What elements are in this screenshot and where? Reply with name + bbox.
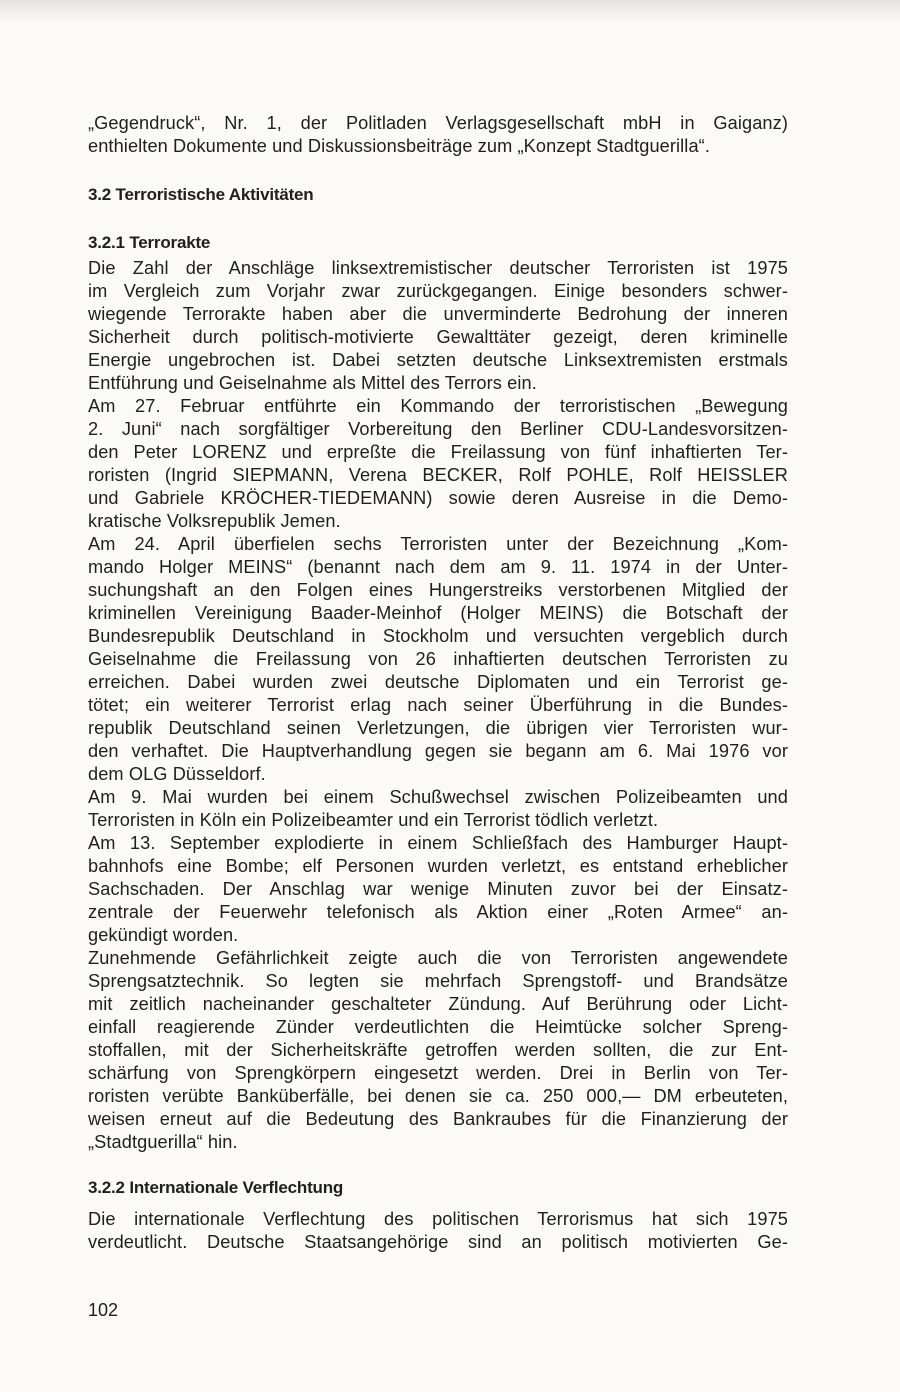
text-line: roristen (Ingrid SIEPMANN, Verena BECKER, Rolf POHLE, Rolf HEISSLER [88, 465, 788, 485]
text-line: mando Holger MEINS“ (benannt nach dem am 9. 11. 1974 in der Unter- [88, 557, 788, 577]
page-number: 102 [88, 1300, 119, 1320]
text-line: den Peter LORENZ und erpreßte die Freilassung von fünf inhaftierten Ter- [88, 442, 788, 462]
text-line: Zunehmende Gefährlichkeit zeigte auch die von Terroristen angewendete [88, 948, 788, 968]
terrorakte-body [88, 257, 788, 1154]
text-line: und Gabriele KRÖCHER-TIEDEMANN) sowie deren Ausreise in die Demo- [88, 488, 788, 508]
text-line: Am 13. September explodierte in einem Schließfach des Hamburger Haupt- [88, 833, 788, 853]
section-heading: 3.2 Terroristische Aktivitäten [88, 185, 314, 204]
text-line: stoffallen, mit der Sicherheitskräfte getroffen werden sollten, die zur Ent- [88, 1040, 788, 1060]
text-line: tötet; ein weiterer Terrorist erlag nach seiner Überführung in die Bundes- [88, 695, 788, 715]
verflechtung-body [88, 1208, 788, 1254]
text-line: im Vergleich zum Vorjahr zwar zurückgegangen. Einige besonders schwer- [88, 281, 788, 301]
text-line: Sprengsatztechnik. So legten sie mehrfach Sprengstoff- und Brandsätze [88, 971, 788, 991]
text-line: „Stadtguerilla“ hin. [88, 1132, 238, 1152]
text-line: Die Zahl der Anschläge linksextremistischer deutscher Terroristen ist 1975 [88, 258, 788, 278]
text-line: bahnhofs eine Bombe; elf Personen wurden verletzt, es entstand erheblicher [88, 856, 788, 876]
text-line: „Gegendruck“, Nr. 1, der Politladen Verlagsgesellschaft mbH in Gaiganz) [88, 113, 788, 133]
text-line: Bundesrepublik Deutschland in Stockholm und versuchten vergeblich durch [88, 626, 788, 646]
text-line: mit zeitlich nacheinander geschalteter Zündung. Auf Berührung oder Licht- [88, 994, 788, 1014]
scan-edge-shadow [0, 0, 900, 22]
subsection-heading: 3.2.1 Terrorakte [88, 233, 211, 252]
intro-paragraph [88, 112, 788, 158]
page-text [88, 112, 788, 1254]
text-line: wiegende Terrorakte haben aber die unverminderte Bedrohung der inneren [88, 304, 788, 324]
text-line: Am 24. April überfielen sechs Terroristen unter der Bezeichnung „Kom- [88, 534, 788, 554]
text-line: Die internationale Verflechtung des politischen Terrorismus hat sich 1975 [88, 1209, 788, 1229]
text-line: enthielten Dokumente und Diskussionsbeiträge zum „Konzept Stadtguerilla“. [88, 136, 710, 156]
text-line: den verhaftet. Die Hauptverhandlung gegen sie begann am 6. Mai 1976 vor [88, 741, 788, 761]
text-line: erreichen. Dabei wurden zwei deutsche Diplomaten und ein Terrorist ge- [88, 672, 788, 692]
text-line: Entführung und Geiselnahme als Mittel des Terrors ein. [88, 373, 537, 393]
text-line: republik Deutschland seinen Verletzungen, die übrigen vier Terroristen wur- [88, 718, 788, 738]
text-line: gekündigt worden. [88, 925, 239, 945]
text-line: schärfung von Sprengkörpern eingesetzt werden. Drei in Berlin von Ter- [88, 1063, 788, 1083]
text-line: verdeutlicht. Deutsche Staatsangehörige sind an politisch motivierten Ge- [88, 1232, 788, 1252]
text-line: Energie ungebrochen ist. Dabei setzten deutsche Linksextremisten erstmals [88, 350, 788, 370]
text-line: einfall reagierende Zünder verdeutlichten die Heimtücke solcher Spreng- [88, 1017, 788, 1037]
text-line: Sachschaden. Der Anschlag war wenige Minuten zuvor bei der Einsatz- [88, 879, 788, 899]
text-line: Am 27. Februar entführte ein Kommando der terroristischen „Bewegung [88, 396, 788, 416]
text-line: dem OLG Düsseldorf. [88, 764, 266, 784]
text-line: zentrale der Feuerwehr telefonisch als Aktion einer „Roten Armee“ an- [88, 902, 788, 922]
text-line: kratische Volksrepublik Jemen. [88, 511, 341, 531]
subsection-heading: 3.2.2 Internationale Verflechtung [88, 1178, 344, 1197]
text-line: Geiselnahme die Freilassung von 26 inhaftierten deutschen Terroristen zu [88, 649, 788, 669]
text-line: Am 9. Mai wurden bei einem Schußwechsel zwischen Polizeibeamten und [88, 787, 788, 807]
text-line: kriminellen Vereinigung Baader-Meinhof (Holger MEINS) die Botschaft der [88, 603, 788, 623]
text-line: 2. Juni“ nach sorgfältiger Vorbereitung den Berliner CDU-Landesvorsitzen- [88, 419, 788, 439]
text-line: roristen verübte Banküberfälle, bei denen sie ca. 250 000,— DM erbeuteten, [88, 1086, 788, 1106]
text-line: Sicherheit durch politisch-motivierte Gewalttäter gezeigt, deren kriminelle [88, 327, 788, 347]
text-line: suchungshaft an den Folgen eines Hungerstreiks verstorbenen Mitglied der [88, 580, 788, 600]
text-line: Terroristen in Köln ein Polizeibeamter und ein Terrorist tödlich verletzt. [88, 810, 659, 830]
text-line: weisen erneut auf die Bedeutung des Bankraubes für die Finanzierung der [88, 1109, 788, 1129]
